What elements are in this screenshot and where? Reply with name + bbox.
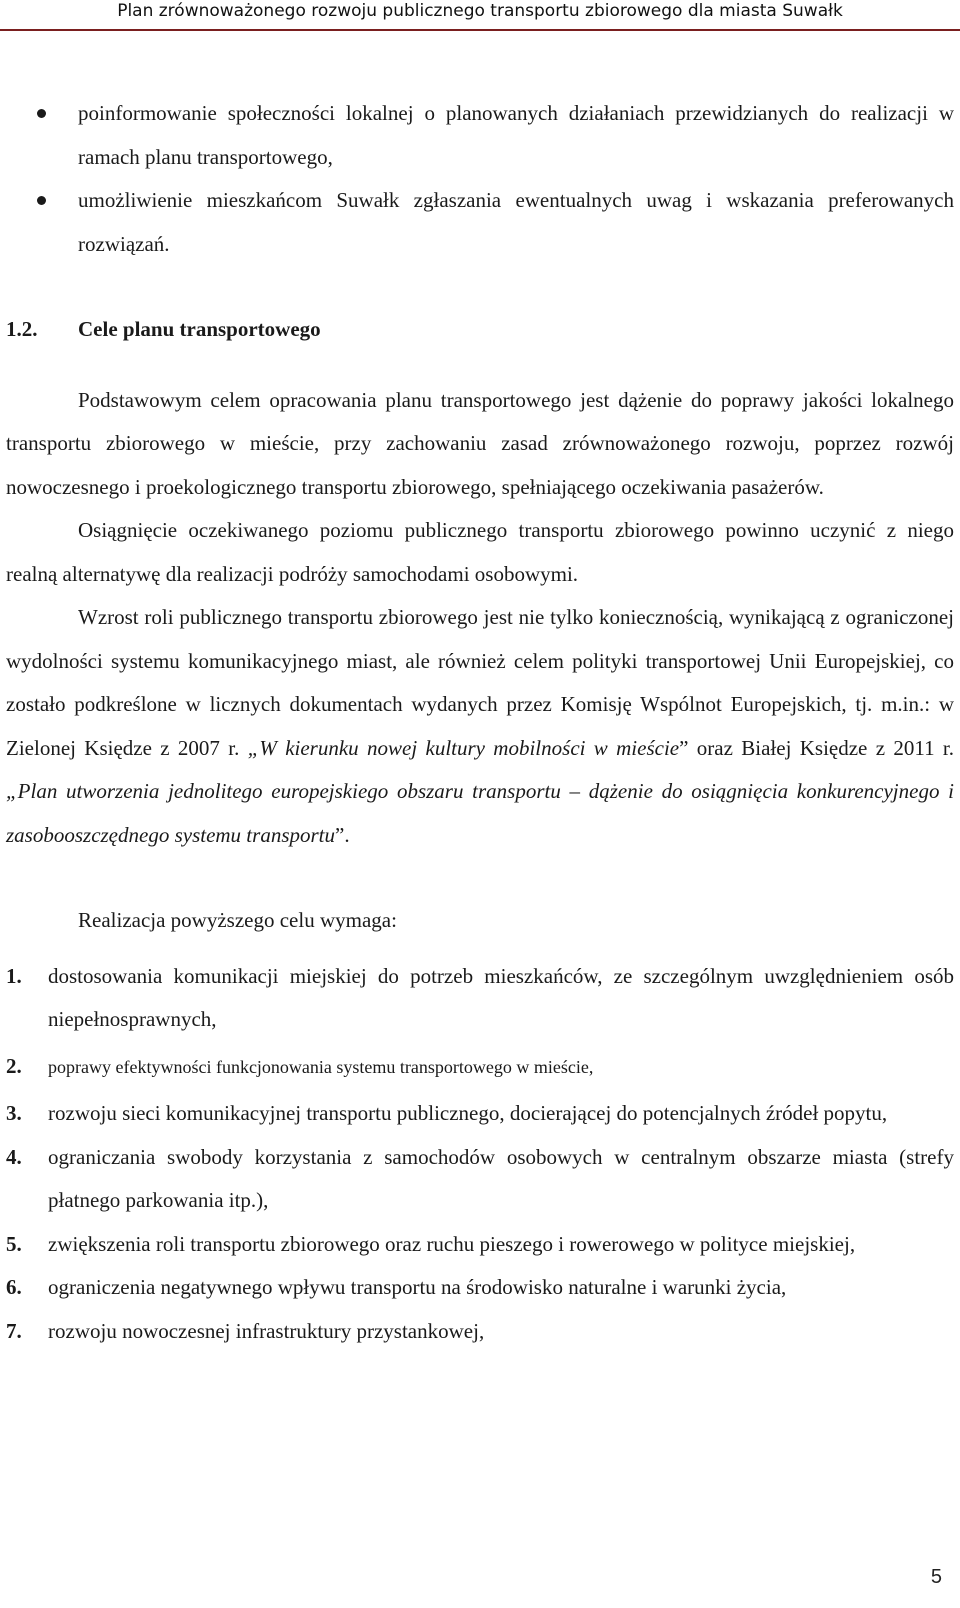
list-item [6, 955, 954, 1042]
bullet-text: umożliwienie mieszkańcom Suwałk zgłaszania ewentualnych uwag i wskazania preferowanych rozwiązań. [78, 188, 954, 256]
requirements-list [6, 955, 954, 1354]
bullet-text: poinformowanie społeczności lokalnej o planowanych działaniach przewidzianych do realizacji w ramach planu transportowego, [78, 101, 954, 169]
quote-green-paper: „W kierunku nowej kultury mobilności w mieście [247, 735, 680, 760]
requirements-intro: Realizacja powyższego celu wymaga: [78, 908, 397, 932]
item-number: 7. [6, 1318, 22, 1343]
list-item [6, 1266, 954, 1310]
item-text: ograniczania swobody korzystania z samochodów osobowych w centralnym obszarze miasta (strefy płatnego parkowania itp.), [48, 1144, 954, 1212]
item-number: 1. [6, 963, 22, 988]
item-text: rozwoju sieci komunikacyjnej transportu publicznego, docierającej do potencjalnych źródeł popytu, [48, 1101, 888, 1125]
list-item [6, 1045, 954, 1090]
item-number: 3. [6, 1101, 22, 1125]
section-number: 1.2. [6, 317, 38, 341]
paragraph-text: Wzrost roli publicznego transportu zbiorowego jest nie tylko koniecznością, wynikającą z ograniczonej wydolności systemu komunikacyjnego miast, ale również celem polityki transportowej Unii Europejskiej, co zostało podkreślone w licznych dokumentach wydanych przez Komisję Wspólnot Europejskich, tj. m.in.: w Zielonej Księdze z 2007 r. [6, 605, 954, 760]
paragraph-text: ” oraz Białej Księdze z 2011 r. [679, 735, 954, 760]
item-number: 6. [6, 1275, 22, 1299]
list-item [6, 1310, 954, 1354]
bullet-item [6, 179, 954, 266]
paragraph-alternative: Osiągnięcie oczekiwanego poziomu publicznego transportu zbiorowego powinno uczynić z niego realną alternatywę dla realizacji podróży samochodami osobowymi. [6, 518, 954, 586]
paragraph-text: ”. [335, 822, 350, 847]
section-heading [6, 308, 954, 352]
item-text: poprawy efektywności funkcjonowania systemu transportowego w mieście, [48, 1056, 594, 1077]
quote-white-paper: „Plan utworzenia jednolitego europejskiego obszaru transportu – dążenie do osiągnięcia konkurencyjnego i zasobooszczędnego systemu transportu [6, 779, 954, 847]
list-item [6, 1092, 954, 1136]
item-text: rozwoju nowoczesnej infrastruktury przystankowej, [48, 1318, 485, 1343]
page-content [6, 92, 954, 1353]
section-title: Cele planu transportowego [78, 317, 321, 341]
bullet-item [6, 92, 954, 179]
item-number: 4. [6, 1144, 22, 1169]
item-text: zwiększenia roli transportu zbiorowego oraz ruchu pieszego i rowerowego w polityce miejskiej, [48, 1231, 856, 1256]
page-number: 5 [930, 1566, 942, 1588]
item-text: ograniczenia negatywnego wpływu transportu na środowisko naturalne i warunki życia, [48, 1275, 787, 1299]
bullet-dot-icon [37, 109, 46, 118]
running-header: Plan zrównoważonego rozwoju publicznego transportu zbiorowego dla miasta Suwałk [117, 1, 843, 21]
item-text: dostosowania komunikacji miejskiej do potrzeb mieszkańców, ze szczególnym uwzględnieniem osób niepełnosprawnych, [48, 963, 954, 1031]
bullet-list [6, 92, 954, 266]
item-number: 5. [6, 1231, 22, 1256]
paragraph-eu-policy [6, 596, 954, 857]
bullet-dot-icon [37, 196, 46, 205]
list-item [6, 1223, 954, 1267]
header-rule [0, 29, 960, 31]
paragraph-block [6, 379, 954, 858]
list-item [6, 1136, 954, 1223]
item-number: 2. [6, 1053, 22, 1078]
paragraph-goal: Podstawowym celem opracowania planu transportowego jest dążenie do poprawy jakości lokalnego transportu zbiorowego w mieście, przy zachowaniu zasad zrównoważonego rozwoju, poprzez rozwój nowoczesnego i proekologicznego transportu zbiorowego, spełniającego oczekiwania pasażerów. [6, 387, 954, 499]
